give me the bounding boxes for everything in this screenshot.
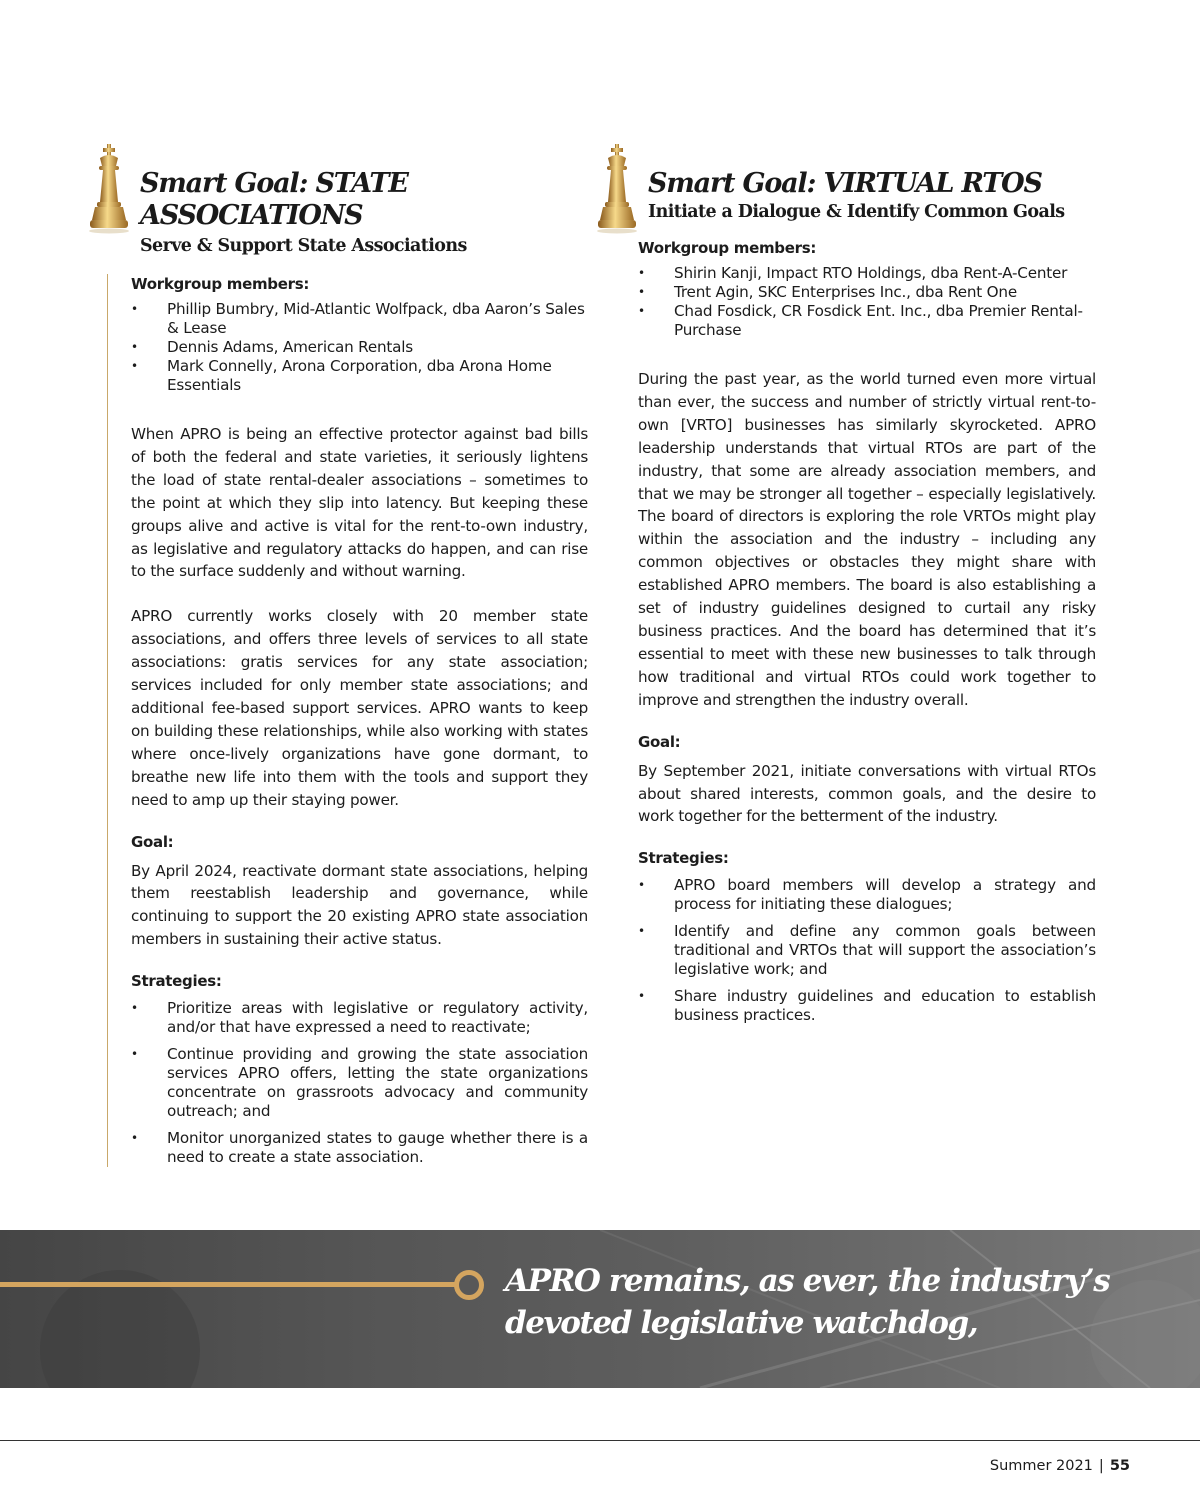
footer-divider	[0, 1440, 1200, 1441]
page-number: 55	[1109, 1458, 1130, 1474]
section-title: Smart Goal: STATE ASSOCIATIONS	[140, 168, 408, 231]
goal-text: By September 2021, initiate conversations with virtual RTOs about shared interests, common goals, and the desire to work together for the betterment of the industry.	[638, 761, 1096, 826]
workgroup-label: Workgroup members:	[638, 239, 817, 257]
section-heading	[596, 142, 1096, 224]
strategies-label: Strategies:	[131, 972, 222, 991]
pull-quote-banner	[0, 1230, 1200, 1388]
goal-label: Goal:	[638, 732, 681, 751]
goal-text: By April 2024, reactivate dormant state associations, helping them reestablish leadership and governance, while continuing to support the 20 existing APRO state association members in sustaining their active status.	[131, 861, 588, 949]
footer-separator: |	[1098, 1458, 1104, 1474]
list-item: • Prioritize areas with legislative or regulatory activity, and/or that have expressed a need to reactivate;	[131, 999, 588, 1037]
list-item: • Identify and define any common goals between traditional and VRTOs that will support the association’s legislative work; and	[638, 922, 1096, 979]
state-associations-section	[88, 142, 588, 1175]
list-item: • Continue providing and growing the state association services APRO offers, letting the state organizations concentrate on grassroots advocacy and community outreach; and	[131, 1045, 588, 1121]
list-item: • Monitor unorganized states to gauge whether there is a need to create a state association.	[131, 1129, 588, 1167]
list-item: • Chad Fosdick, CR Fosdick Ent. Inc., dba Premier Rental-Purchase	[638, 302, 1096, 340]
section-heading	[88, 142, 588, 258]
member-list	[131, 300, 588, 395]
list-item: • Phillip Bumbry, Mid-Atlantic Wolfpack, dba Aaron’s Sales & Lease	[131, 300, 588, 338]
issue-label: Summer 2021	[989, 1458, 1093, 1474]
banner-accent-line	[0, 1282, 456, 1287]
virtual-rtos-section	[596, 142, 1096, 1033]
section-body	[107, 274, 588, 1167]
pull-quote: APRO remains, as ever, the industry’s devoted legislative watchdog,	[505, 1263, 1110, 1341]
section-body	[596, 238, 1096, 1025]
body-paragraph: APRO currently works closely with 20 member state associations, and offers three levels of services to all state associations: gratis services for any state association; services included for only member state associations; and additional fee-based support services. APRO wants to keep on building these relationships, while also working with states where once-lively organizations have gone dormant, to breathe new life into them with the tools and support they need to amp up their staying power.	[131, 607, 588, 809]
list-item: • Mark Connelly, Arona Corporation, dba Arona Home Essentials	[131, 357, 588, 395]
goal-label: Goal:	[131, 832, 174, 851]
page-footer	[990, 1458, 1130, 1474]
list-item: • Dennis Adams, American Rentals	[131, 338, 588, 357]
body-paragraph: During the past year, as the world turned even more virtual than ever, the success and number of strictly virtual rent-to-own [VRTO] businesses has similarly skyrocketed. APRO leadership understands that virtual RTOs are part of the industry, that some are already association members, and that we may be stronger all together – especially legislatively. The board of directors is exploring the role VRTOs might play within the association and the industry – including any common objectives or obstacles they might share with established APRO members. The board is also establishing a set of industry guidelines designed to curtail any risky business practices. And the board has determined that it’s essential to meet with these new businesses to talk through how traditional and virtual RTOs could work together to improve and strengthen the industry overall.	[638, 370, 1096, 709]
member-list	[638, 264, 1096, 340]
body-paragraph: When APRO is being an effective protector against bad bills of both the federal and state varieties, it seriously lightens the load of state rental-dealer associations – sometimes to the point at which they slip into latency. But keeping these groups alive and active is vital for the rent-to-own industry, as legislative and regulatory attacks do happen, and can rise to the surface suddenly and without warning.	[131, 425, 588, 581]
list-item: • Share industry guidelines and education to establish business practices.	[638, 987, 1096, 1025]
workgroup-label: Workgroup members:	[131, 275, 310, 293]
list-item: • Shirin Kanji, Impact RTO Holdings, dba Rent-A-Center	[638, 264, 1096, 283]
banner-accent-ring	[454, 1270, 484, 1300]
section-subtitle: Initiate a Dialogue & Identify Common Goals	[648, 202, 1065, 222]
strategy-list	[131, 999, 588, 1167]
chess-king-icon	[596, 144, 638, 234]
strategies-label: Strategies:	[638, 849, 729, 868]
chess-king-icon	[88, 144, 130, 234]
strategy-list	[638, 876, 1096, 1025]
list-item: • APRO board members will develop a strategy and process for initiating these dialogues;	[638, 876, 1096, 914]
section-subtitle: Serve & Support State Associations	[140, 236, 467, 256]
section-title: Smart Goal: VIRTUAL RTOS	[648, 168, 1042, 199]
list-item: • Trent Agin, SKC Enterprises Inc., dba Rent One	[638, 283, 1096, 302]
